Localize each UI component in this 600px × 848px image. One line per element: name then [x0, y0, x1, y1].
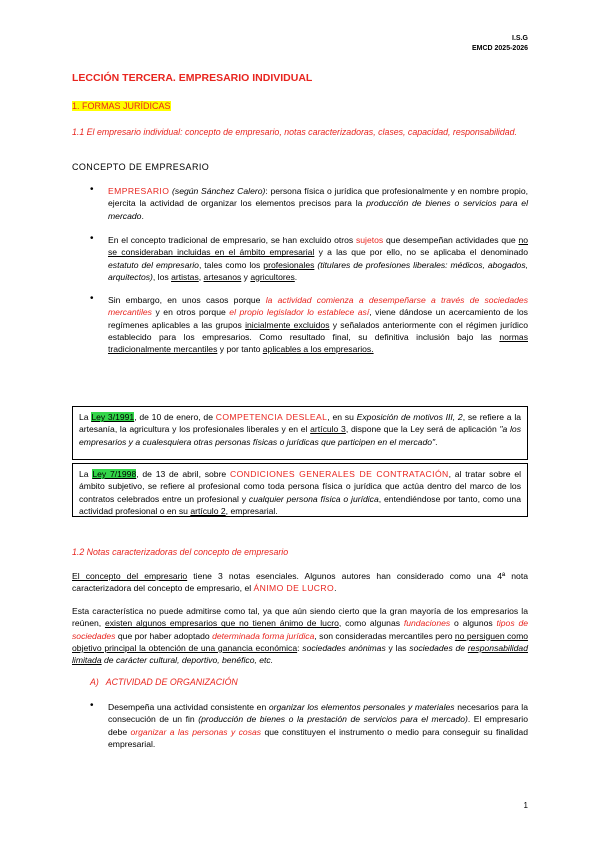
header-line2: EMCD 2025-2026: [471, 45, 528, 52]
box2-text: [79, 468, 521, 517]
b3-t4: y señalados anteriormente con el régimen jurídico establecido para los empresarios. Como resultado final, su definitiva inclusión bajo las: [108, 319, 528, 342]
p2-r2: tipos de sociedades: [72, 618, 528, 641]
paragraph-notas: [72, 570, 528, 595]
box2-t3: , al tratar sobre el ámbito subjetivo, se refiere al profesional como toda persona física o jurídica que actúa dentro del marco de los contratos celebrados entre un profesional y: [79, 469, 522, 504]
p1-t1: tiene 3 notas esenciales. Algunos autores han considerado como una 4ª nota caracterizadora del concepto de empresario, el: [72, 571, 528, 594]
header-line1: I.S.G: [512, 35, 528, 42]
bullet-glyph: •: [90, 184, 94, 195]
b4-t1: Desempeña una actividad consistente en: [108, 702, 269, 712]
b2-u3: artistas: [171, 271, 199, 282]
box2-t4: , entendiéndose por tanto, como una actividad profesional o en su: [79, 493, 521, 516]
box1-text: [79, 411, 521, 448]
empresario-text: : persona física o jurídica que profesionalmente y en nombre propio, ejercita la actividad de organizar los elementos precisos para la: [108, 186, 528, 209]
box1-t1: La: [79, 412, 92, 422]
b2-t7: y: [241, 271, 251, 282]
box1-t5: , dispone que la Ley será de aplicación: [345, 424, 500, 435]
p1-r1: ÁNIMO DE LUCRO: [253, 583, 335, 594]
b2-sujetos: sujetos: [355, 235, 384, 245]
bullet-glyph: •: [90, 700, 94, 711]
box1-law: Ley 3/1991: [91, 412, 135, 422]
b2-t3: y a las que por ello, no se aplicaba el denominado: [314, 247, 528, 258]
p2-t6: :: [297, 642, 303, 653]
empresario-end: .: [141, 210, 144, 221]
subsection-1-2: 1.2 Notas caracterizadoras del concepto de empresario: [72, 547, 289, 557]
empresario-italic: producción de bienes o servicios para el mercado: [108, 198, 528, 221]
b3-t1: Sin embargo, en unos casos porque: [108, 295, 266, 305]
b3-r1: la actividad comienza a desempeñarse a través de sociedades mercantiles: [108, 295, 528, 318]
b3-u2: normas tradicionalmente mercantiles: [108, 331, 528, 355]
box2-i1: cualquier persona física o jurídica: [248, 493, 379, 504]
subsection-1-1: 1.1 El empresario individual: concepto de empresario, notas caracterizadoras, clases, capacidad, responsabilidad.: [72, 127, 517, 137]
box2-t2: , de 13 de abril, sobre: [136, 469, 230, 479]
box1-t2: , de 10 de enero, de: [134, 412, 216, 422]
p2-t4: que por haber adoptado: [115, 630, 213, 641]
header-code: [472, 34, 528, 54]
p2-u2: no persiguen como objetivo principal la obtención de una ganancia económica: [72, 630, 529, 653]
p2-t2: , como algunas: [338, 618, 404, 629]
paragraph-animo-lucro: [72, 605, 528, 666]
bullet-inclusion: [108, 294, 528, 355]
box1-t4: , se refiere a la artesanía, la agricultura y los profesionales liberales y en el: [79, 412, 522, 435]
box2-t1: La: [79, 469, 93, 479]
b4-t2: necesarios para la consecución de un fin: [108, 702, 528, 725]
p2-t7: y las: [385, 642, 410, 653]
p2-i1: sociedades anónimas: [302, 642, 386, 653]
empresario-term: EMPRESARIO: [108, 186, 170, 196]
bullet-excluded-subjects: [108, 234, 528, 283]
b2-u4: artesanos: [203, 271, 242, 282]
box1-i1: Exposición de motivos III, 2: [356, 412, 463, 422]
b2-t6: ,: [198, 271, 204, 282]
bullet-glyph: •: [90, 233, 94, 244]
law-box-competencia-desleal: [72, 406, 528, 460]
box2-u1: artículo 2: [190, 505, 226, 516]
box2-title: CONDICIONES GENERALES DE CONTRATACIÓN: [229, 469, 449, 479]
law-box-condiciones-generales: [72, 463, 528, 517]
b4-t3: . El empresario debe: [108, 714, 528, 737]
bullet-glyph: •: [90, 293, 94, 304]
box1-t6: .: [435, 436, 438, 447]
b2-t4: , tales como los: [198, 259, 264, 270]
b4-i2: (producción de bienes o la prestación de servicios para el mercado): [198, 714, 468, 725]
p1-u1: El concepto del empresario: [72, 571, 188, 581]
p2-t3: o algunos: [450, 618, 497, 629]
box1-u1: artículo 3: [310, 424, 346, 435]
b4-i1: organizar los elementos personales y materiales: [268, 702, 455, 712]
bullet-organizacion: [108, 701, 528, 750]
b2-u1: no se consideraban incluidas en el ámbito empresarial: [108, 235, 528, 258]
p2-t5: , son consideradas mercantiles pero: [314, 630, 455, 641]
bullet-empresario: [108, 185, 528, 222]
b2-t5: , los: [152, 271, 172, 282]
page-number: 1: [523, 801, 528, 810]
p2-i3: de carácter cultural, deportivo, benéfico, etc.: [101, 655, 274, 666]
b3-t2: y en otros porque: [151, 307, 230, 318]
empresario-author: (según Sánchez Calero): [172, 186, 266, 196]
b3-r2: el propio legislador lo establece así: [229, 307, 370, 318]
p2-u1: existen algunos empresarios que no tienen ánimo de lucro: [104, 618, 339, 629]
b2-t8: .: [294, 271, 298, 282]
section-heading: [72, 101, 171, 111]
p2-t1: Esta característica no puede admitirse como tal, ya que aún siendo cierto que la gran mayoría de los empresarios la reúnen,: [72, 606, 528, 629]
subsection-a: A) ACTIVIDAD DE ORGANIZACIÓN: [90, 677, 238, 687]
b3-t5: y por tanto: [217, 344, 263, 355]
b3-u1: inicialmente excluidos: [245, 319, 330, 330]
p1-t2: .: [334, 583, 337, 594]
p2-i2: sociedades de: [409, 642, 468, 653]
b2-u5: agricultores: [250, 271, 295, 282]
b4-r1: organizar a las personas y cosas: [130, 726, 262, 737]
p2-r3: determinada forma jurídica: [212, 630, 315, 641]
box2-t5: , empresarial.: [225, 505, 278, 516]
b3-u3: aplicables a los empresarios.: [262, 344, 374, 355]
p2-u3: responsabilidad limitada: [72, 642, 528, 666]
box1-title: COMPETENCIA DESLEAL: [215, 412, 328, 422]
b2-i1: estatuto del empresario: [108, 259, 199, 270]
b2-u2: profesionales: [263, 259, 315, 270]
lesson-title: LECCIÓN TERCERA. EMPRESARIO INDIVIDUAL: [72, 72, 313, 84]
concepto-heading: CONCEPTO DE EMPRESARIO: [72, 162, 210, 172]
b3-t3: , viene dándose un acercamiento de los regímenes aplicables a las grupos: [108, 307, 528, 330]
box1-quote: "a los empresarios y a cualesquiera otras personas físicas o jurídicas que participen en el mercado": [79, 424, 521, 447]
b2-t1: En el concepto tradicional de empresario, se han excluido otros: [108, 235, 356, 245]
section-heading-text: 1. FORMAS JURÍDICAS: [72, 101, 171, 111]
b2-i2: (titulares de profesiones liberales: médicos, abogados, arquitectos): [108, 259, 528, 282]
box1-t3: , en su: [327, 412, 357, 422]
p2-r1: fundaciones: [403, 618, 451, 629]
box2-law: Ley 7/1998: [92, 469, 137, 479]
b2-t2: que desempeñan actividades que: [383, 235, 519, 245]
b4-t4: que constituyen el instrumento o medio para conseguir su finalidad empresarial.: [108, 726, 528, 749]
